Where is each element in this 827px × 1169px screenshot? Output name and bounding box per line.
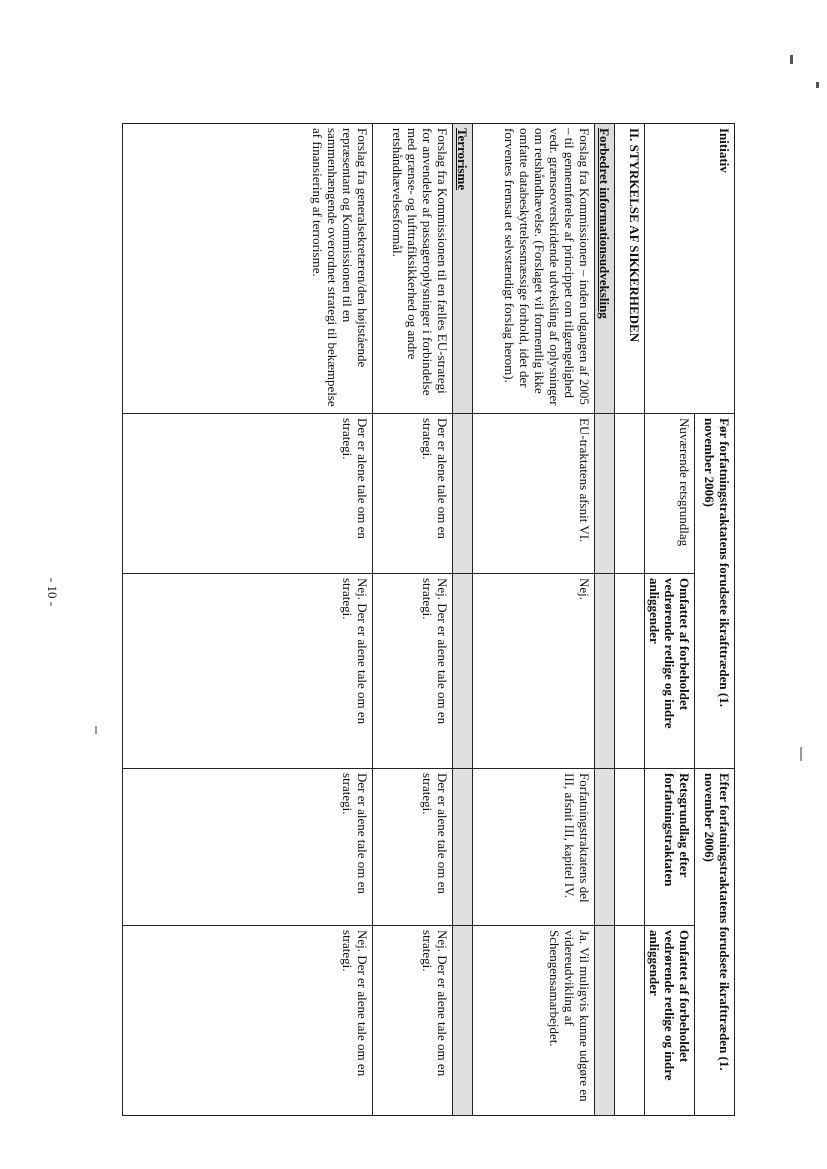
table-row: [473, 124, 595, 1116]
row2-col-d: Nej. Der er alene tale om en strategi.: [373, 926, 453, 1116]
section-empty-a: [615, 414, 645, 574]
row1-initiativ: Forslag fra Kommissionen – inden udgangen af 2005 – til gennemførelse af princippet om tilgængelighed vedr. grænseoverskridende udveksling af oplysninger om retshåndhævelse. (Forslaget vil formentlig ikke omfatte databeskyttelsesmæssige forhold, idet der forventes fremsat et selvstændigt forslag herom).: [473, 124, 595, 414]
scan-speck: [800, 747, 802, 761]
section-empty-b: [615, 574, 645, 769]
header-col-d: Omfattet af forbeholdet vedrørende retlige og indre anliggender: [645, 926, 695, 1116]
scan-speck: [790, 55, 793, 64]
subheading-2-empty-c: [453, 769, 473, 926]
section-empty-c: [615, 769, 645, 926]
row1-col-a: EU-traktatens afsnit VI.: [473, 414, 595, 574]
header-initiativ: Initiativ: [645, 124, 735, 414]
header-col-c: Retsgrundlag efter forfatningstraktaten: [645, 769, 695, 926]
row3-col-d: Nej. Der er alene tale om en strategi.: [123, 926, 373, 1116]
header-after-group: Efter forfatningstraktatens forudsete ikrafttræden (1. november 2006): [695, 769, 735, 1116]
row1-col-d: Ja. Vil muligvis kunne udgøre en videreudvikling af Schengensamarbejdet.: [473, 926, 595, 1116]
header-col-a: Nuværende retsgrundlag: [645, 414, 695, 574]
row3-col-c: Der er alene tale om en strategi.: [123, 769, 373, 926]
subheading-1-empty-a: [595, 414, 615, 574]
section-title: II. STYRKELSE AF SIKKERHEDEN: [615, 124, 645, 414]
subheading-terrorism: Terrorisme: [453, 124, 473, 414]
header-before-group: Før forfatningstraktatens forudsete ikrafttræden (1. november 2006): [695, 414, 735, 769]
page-number: - 10 -: [45, 577, 61, 607]
table-row: [123, 124, 373, 1116]
row2-col-a: Der er alene tale om en strategi.: [373, 414, 453, 574]
row1-col-c: Forfatningstraktatens del III, afsnit III, kapitel IV.: [473, 769, 595, 926]
table-row: [373, 124, 453, 1116]
subheading-information-exchange: Forbedret informationsudveksling: [595, 124, 615, 414]
subheading-row-1: [595, 124, 615, 1116]
subheading-1-empty-c: [595, 769, 615, 926]
row3-col-b: Nej. Der er alene tale om en strategi.: [123, 574, 373, 769]
subheading-2-empty-d: [453, 926, 473, 1116]
subheading-row-2: [453, 124, 473, 1116]
subheading-1-empty-b: [595, 574, 615, 769]
initiatives-table: [122, 123, 735, 1116]
subheading-1-empty-d: [595, 926, 615, 1116]
rotated-document-page: [122, 123, 735, 1115]
row1-col-b: Nej.: [473, 574, 595, 769]
header-col-b: Omfattet af forbeholdet vedrørende retlige og indre anliggender: [645, 574, 695, 769]
subheading-2-empty-a: [453, 414, 473, 574]
scan-speck: [95, 726, 97, 734]
row2-col-c: Der er alene tale om en strategi.: [373, 769, 453, 926]
subheading-2-empty-b: [453, 574, 473, 769]
row3-initiativ: Forslag fra generalsekretæren/den højtstående repræsentant og Kommissionen til en sammenhængende overordnet strategi til bekæmpelse af finansiering af terrorisme.: [123, 124, 373, 414]
section-empty-d: [615, 926, 645, 1116]
row2-col-b: Nej. Der er alene tale om en strategi.: [373, 574, 453, 769]
header-row-group: [695, 124, 735, 1116]
scan-speck: [816, 82, 819, 88]
row3-col-a: Der er alene tale om en strategi.: [123, 414, 373, 574]
row2-initiativ: Forslag fra Kommissionen til en fælles EU-strategi for anvendelse af passageroplysninger i forbindelse med grænse- og lufttrafiksikkerhed og andre retshåndhævelsesformål.: [373, 124, 453, 414]
section-row: [615, 124, 645, 1116]
